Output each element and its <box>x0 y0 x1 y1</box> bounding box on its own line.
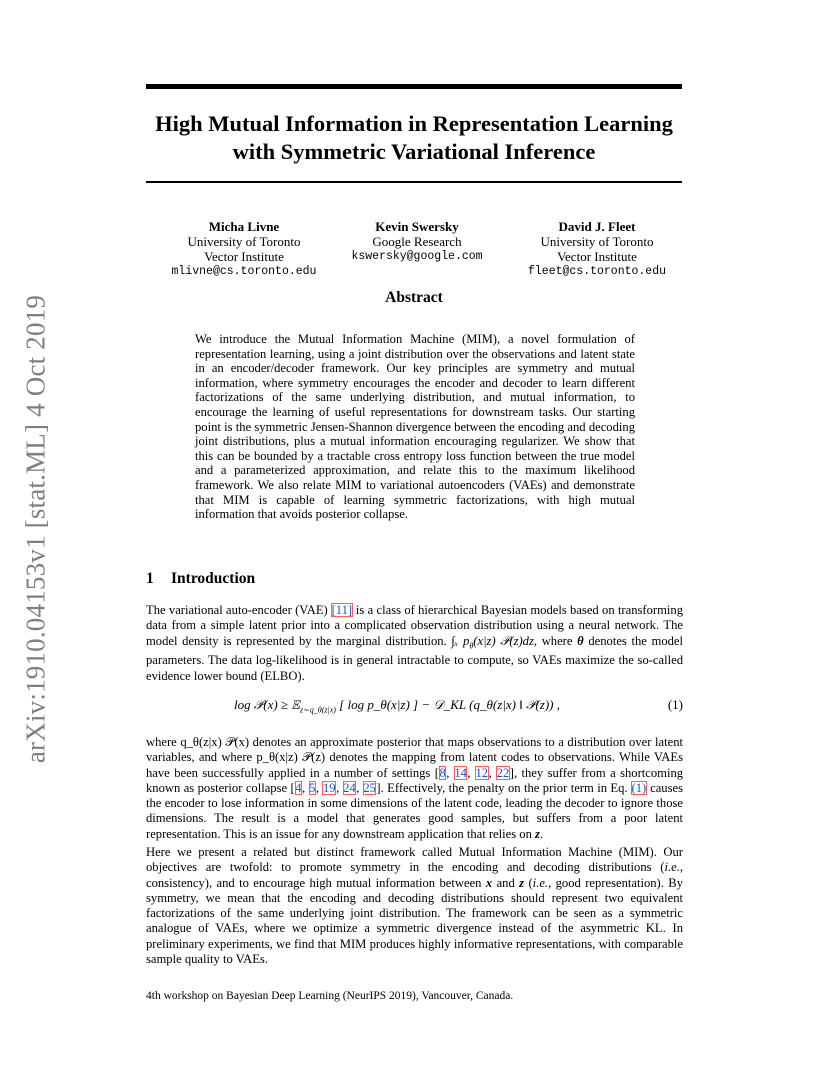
text-run: ( <box>524 875 533 890</box>
text-run: causes the encoder to lose information in some dimensions of the latent code, leading the decoder to ignore those dimensions. The result is a model that generates good samples, but suffers from a poor latent representation. This is an issue for any downstream application that relies on <box>146 780 683 841</box>
text-run: , consistency), and to encourage high mutual information between <box>146 860 683 890</box>
arxiv-stamp: arXiv:1910.04153v1 [stat.ML] 4 Oct 2019 <box>20 294 51 764</box>
text-run: is a class of hierarchical Bayesian models based on transforming data from a simple latent prior into a complicated observation distribution using a neural network. The model density is represented by the marginal distribution. <box>146 603 683 648</box>
citation-link[interactable]: 24 <box>343 780 356 795</box>
author-email[interactable]: mlivne@cs.toronto.edu <box>171 265 317 278</box>
text-run: denotes the model parameters. The data log-likelihood is in general intractable to compute, so VAEs maximize the so-called evidence lower bound (ELBO). <box>146 633 684 683</box>
author-affiliation: University of Toronto <box>540 234 654 249</box>
author-name: Kevin Swersky <box>375 219 459 234</box>
equation-ref-link[interactable]: (1) <box>631 780 647 795</box>
text-run: . <box>539 826 544 841</box>
citation-link[interactable]: 19 <box>322 780 336 795</box>
abstract-body <box>195 332 635 522</box>
section-heading <box>146 570 255 588</box>
equation-1 <box>146 697 683 715</box>
inline-math: ∫ₓ $p_\theta(x|z)$ 𝒫(z)dz <box>451 633 534 651</box>
author-1 <box>144 219 344 279</box>
text-run: where q_θ(z|x) 𝒫(x) denotes an approximate posterior that maps observations to a distribution over latent variables, and where p_θ(x|z) 𝒫(z) denotes the mapping from latent codes to observations. While VAEs have been successfully applied in a number of settings <box>146 735 683 780</box>
text-run: , they suffer from a shortcoming known as posterior collapse <box>146 765 684 795</box>
author-3 <box>497 219 697 279</box>
author-block <box>0 219 828 283</box>
equation-number: (1) <box>667 697 683 712</box>
inline-math: z <box>535 826 540 841</box>
citation-link[interactable]: 22 <box>496 765 510 780</box>
author-2 <box>317 219 517 264</box>
citation-link[interactable]: 8 <box>439 765 446 780</box>
author-affiliation-2: Vector Institute <box>557 249 637 264</box>
paragraph-3 <box>146 845 683 967</box>
text-run: , where <box>533 633 578 648</box>
citation-link[interactable]: 14 <box>454 765 467 780</box>
citation-link[interactable]: 12 <box>475 765 489 780</box>
text-run: . Effectively, the penalty on the prior term in Eq. <box>380 780 631 795</box>
text-run: Here we present a related but distinct framework called Mutual Information Machine (MIM). Our objectives are twofold: to promote symmetry in the encoding and decoding distributions ( <box>146 845 683 875</box>
inline-math: x <box>485 875 493 890</box>
citation-link[interactable]: 25 <box>363 780 376 795</box>
abstract-text: We introduce the Mutual Information Machine (MIM), a novel formulation of representation learning, using a joint distribution over the observations and latent state in an encoder/decoder framework. Our key principles are symmetry and mutual information, where symmetry encourages the encoder and decoder to learn different factorizations of the same underlying distribution, and mutual information, to encourage the learning of useful representations for downstream tasks. Our starting point is the symmetric Jensen-Shannon divergence between the encoding and decoding joint distributions, plus a mutual information encouraging regularizer. We show that this can be bounded by a tractable cross entropy loss function between the true model and a parameterized approximation, and relate this to the maximum likelihood framework. We also relate MIM to variational autoencoders (VAEs) and demonstrate that MIM is capable of learning symmetric factorizations, with high mutual information that avoids posterior collapse. <box>195 332 635 522</box>
author-email[interactable]: fleet@cs.toronto.edu <box>527 265 667 278</box>
text-run: The variational auto-encoder (VAE) <box>146 603 332 617</box>
emph: i.e. <box>532 875 549 890</box>
author-affiliation: University of Toronto <box>187 234 301 249</box>
inline-math: θ <box>577 633 584 648</box>
section-number: 1 <box>146 570 154 587</box>
equation-body: log 𝒫(x) ≥ 𝔼$_{z\sim q\_\theta(z|x)}$ [ log p_θ(x|z) ] − 𝒟_KL (q_θ(z|x) ‖ 𝒫(z)) , <box>234 697 561 715</box>
author-name: David J. Fleet <box>558 219 636 234</box>
citation-link[interactable]: 4 <box>295 780 302 795</box>
title-line-2: with Symmetric Variational Inference <box>232 139 596 164</box>
abstract-heading: Abstract <box>385 289 443 306</box>
text-run: and <box>492 875 520 890</box>
author-email[interactable]: kswersky@google.com <box>351 250 483 263</box>
emph: i.e. <box>664 860 680 875</box>
paragraph-2: where q_θ(z|x) 𝒫(x) denotes an approximate posterior that maps observations to a distribution over latent variables, and where p_θ(x|z) 𝒫(z) denotes the mapping from latent codes to observations. While VAEs have been successfully applied in a number of settings [8, 14, 12, 22], they suffer from a shortcoming known as posterior collapse [4, 5, 19, 24, 25]. Effectively, the penalty on the prior term in Eq. (1) causes the encoder to lose information in some dimensions of the latent code, leading the decoder to ignore those dimensions. The result is a model that generates good samples, but suffers from a poor latent representation. This is an issue for any downstream application that relies on z. <box>146 735 684 841</box>
paper-title <box>120 110 708 166</box>
title-bottom-rule <box>146 181 682 183</box>
section-title: Introduction <box>171 570 256 587</box>
inline-math: z <box>519 875 525 890</box>
author-affiliation-2: Vector Institute <box>204 249 284 264</box>
author-affiliation: Google Research <box>372 234 462 249</box>
paragraph-1 <box>146 603 683 684</box>
citation-link[interactable]: 5 <box>309 780 316 795</box>
title-line-1: High Mutual Information in Representation Learning <box>155 111 673 136</box>
footer-venue: 4th workshop on Bayesian Deep Learning (NeurIPS 2019), Vancouver, Canada. <box>146 990 514 1002</box>
author-name: Micha Livne <box>208 219 280 234</box>
text-run: , good representation). By symmetry, we mean that the encoding and decoding distributions should represent two equivalent factorizations of the same underlying joint distribution. The framework can be seen as a symmetric analogue of VAEs, where we optimize a symmetric divergence instead of the asymmetric KL. In preliminary experiments, we find that MIM produces highly informative representations, with comparable sample quality to VAEs. <box>146 875 683 967</box>
citation-link[interactable]: [11] <box>331 603 353 617</box>
title-top-rule <box>146 84 682 89</box>
